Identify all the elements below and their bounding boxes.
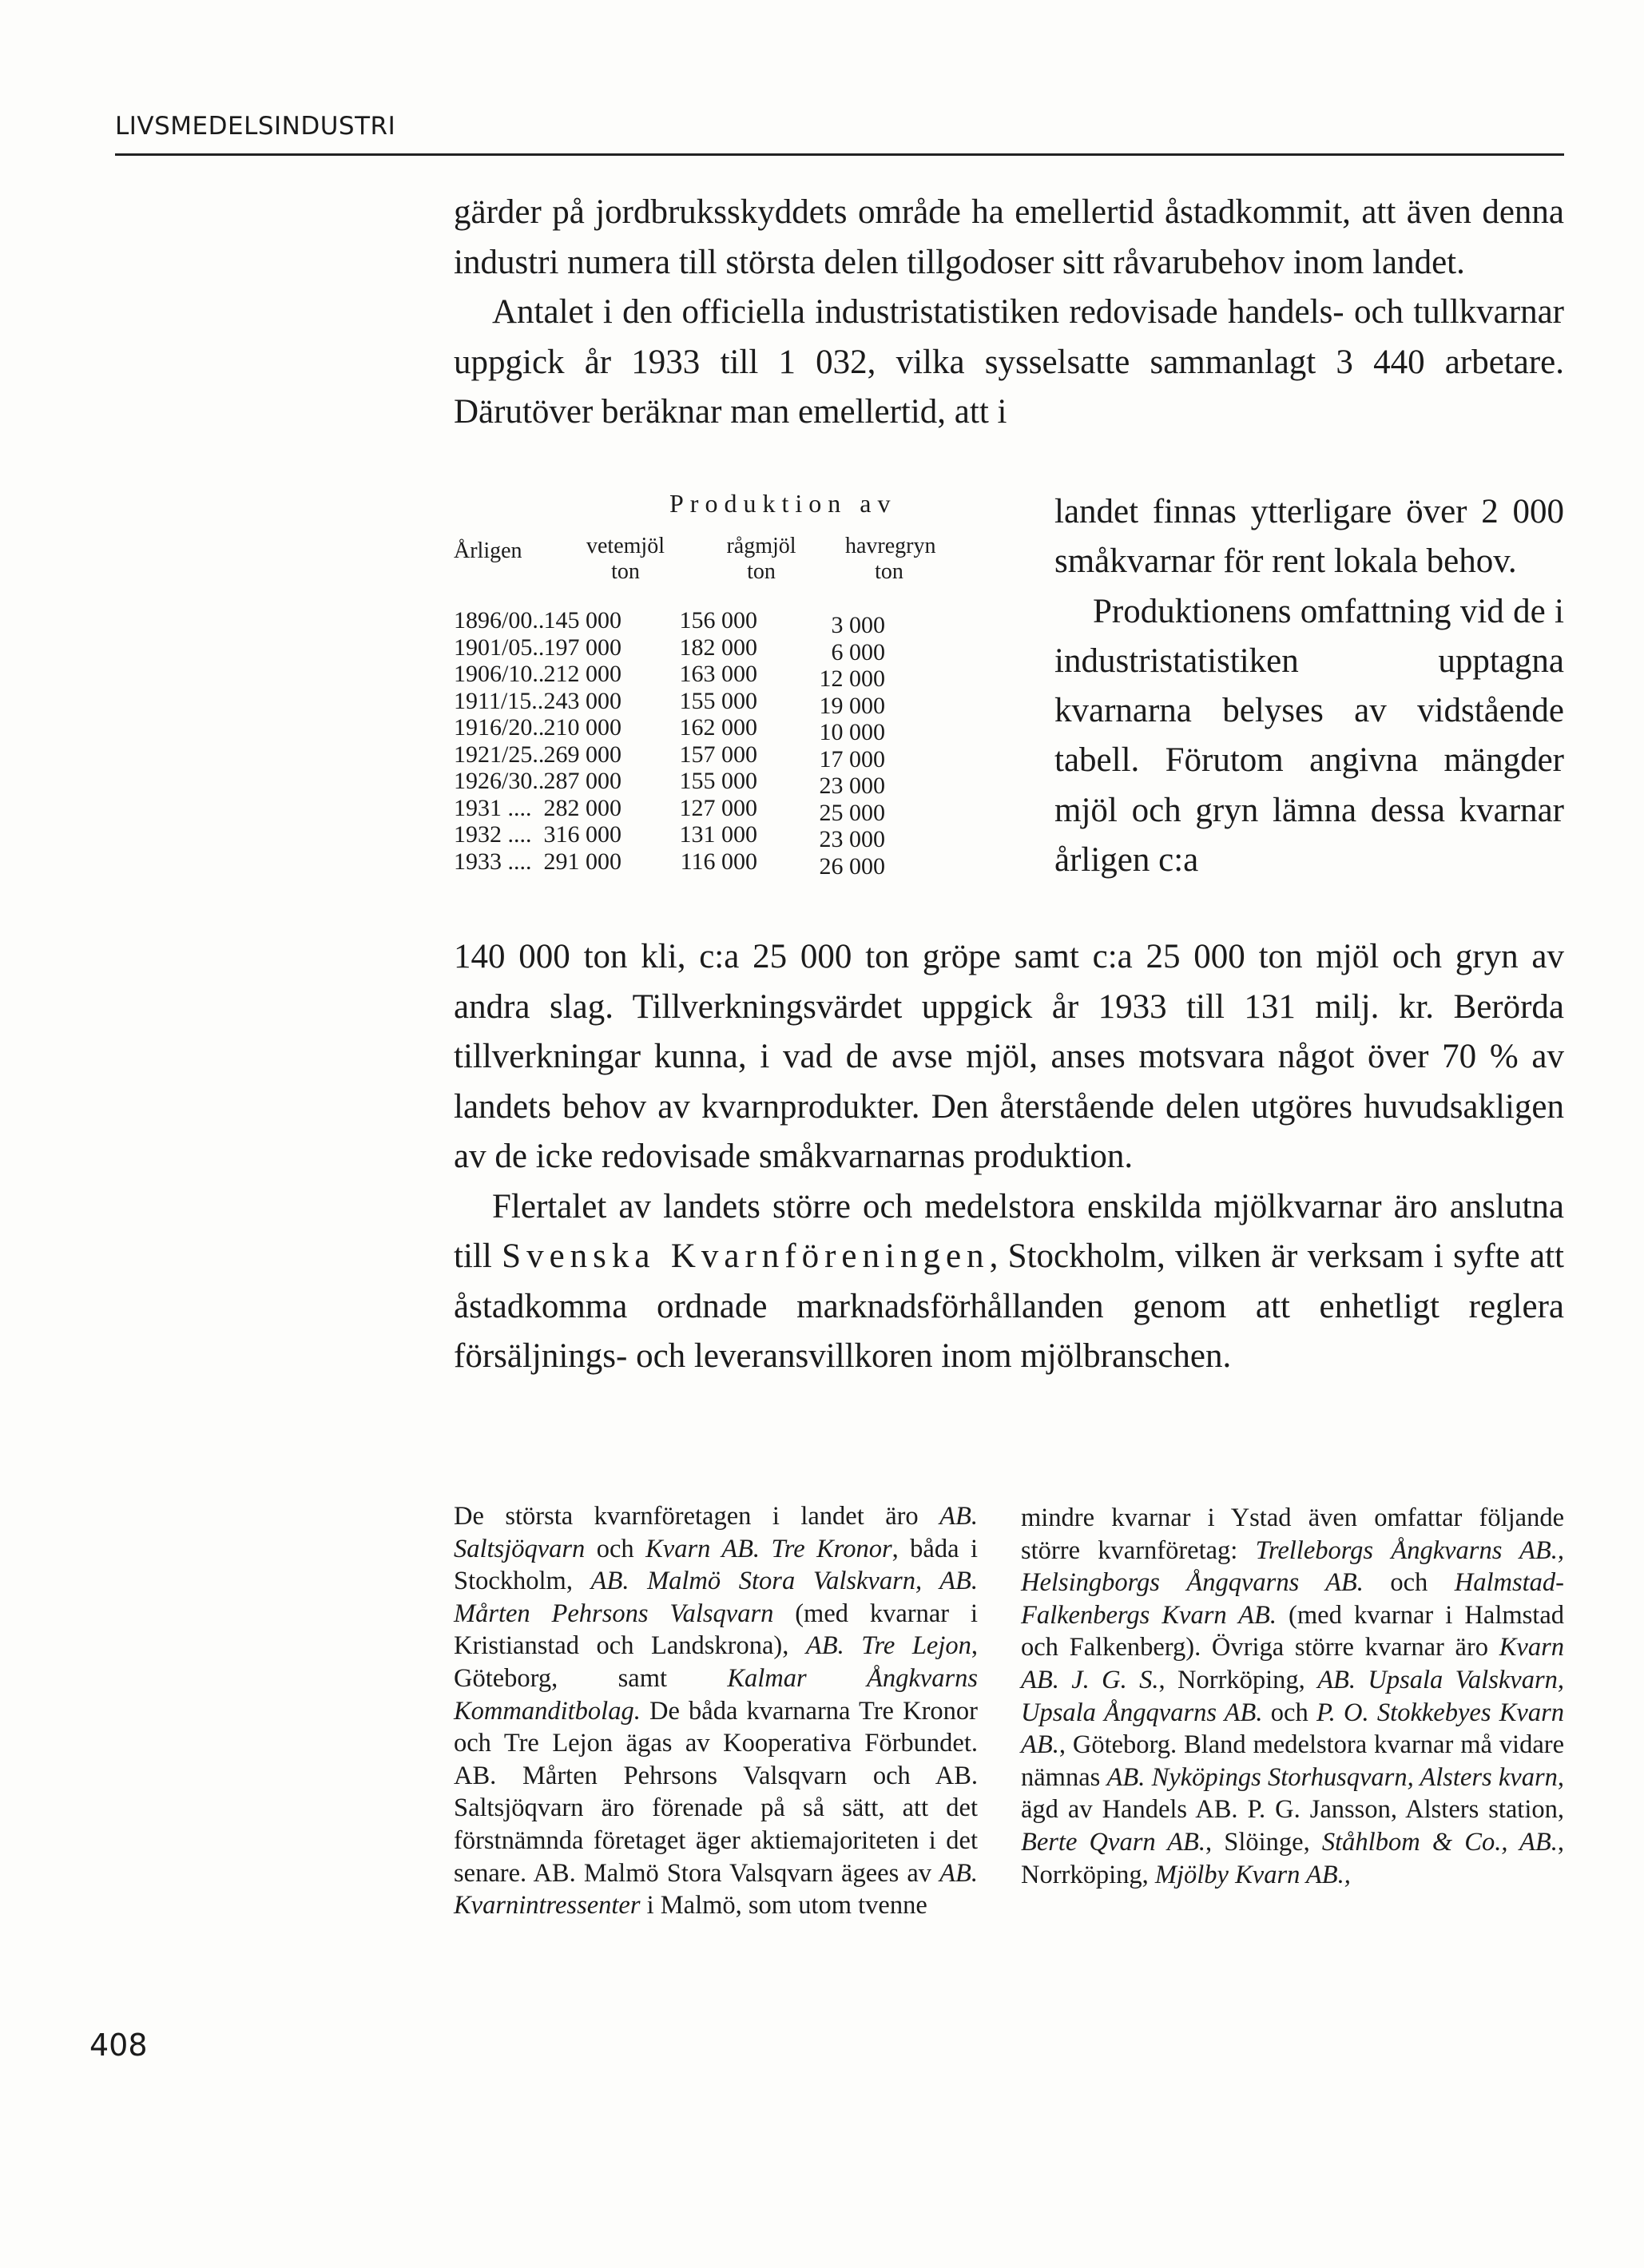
column-name: rågmjöl [726, 534, 796, 558]
table-cell: 127 000 [679, 794, 757, 821]
column-unit: ton [875, 559, 903, 584]
paragraph: 140 000 ton kli, c:a 25 000 ton gröpe samt c:a 25 000 ton mjöl och gryn av andra slag. Tillverkningsvärdet uppgick år 1933 till 131 milj. kr. Berörda tillverkningar kunna, i vad de avse mjöl, anses motsvara något över 70 % av landets behov av kvarnprodukter. Den återstående delen utgöres huvudsakligen av de icke redovisade småkvarnarnas produktion. [454, 938, 1564, 1175]
table-cell: 282 000 [543, 794, 621, 821]
table-year-cell: 1931 .... [454, 794, 532, 821]
company-name: Kvarn AB. Tre Kronor [645, 1534, 892, 1563]
table-cell: 19 000 [819, 692, 885, 719]
table-cell: 163 000 [679, 661, 757, 687]
text-run: och [585, 1534, 646, 1563]
table-cell: 157 000 [679, 741, 757, 768]
body-text [454, 932, 1564, 1382]
table-caption: Produktion av [669, 489, 897, 518]
column-unit: ton [611, 559, 640, 584]
table-year-cell: 1926/30.. [454, 768, 545, 794]
table-year-cell: 1921/25.. [454, 741, 545, 768]
table-year-cell: 1916/20.. [454, 714, 545, 741]
table-cell: 26 000 [819, 852, 885, 880]
text-run: , Slöinge, [1205, 1827, 1322, 1857]
text-run: , Göteborg. Bland medelstora kvarnar må vidare nämnas [1021, 1730, 1564, 1792]
text-run: Flertalet av landets större och medelstora enskilda mjölkvarnar äro anslutna till [454, 1187, 1564, 1275]
table-cell: 25 000 [819, 799, 885, 826]
company-name: AB. Tre Lejon [805, 1631, 971, 1661]
company-name: AB. Kvarnintressenter [454, 1858, 978, 1920]
column-unit: ton [747, 559, 776, 584]
paragraph: Produktionens omfattning vid de i industristatistiken upptagna kvarnarna belyses av vidstående tabell. Förutom angivna mängder mjöl och gryn lämna dessa kvarnar årligen c:a [1054, 592, 1564, 880]
table-cell: 162 000 [679, 714, 757, 741]
header-rule [115, 153, 1564, 156]
text-run: , Norrköping, [1021, 1827, 1564, 1889]
footnote-paragraph [454, 1500, 978, 1922]
company-name: Kalmar Ångkvarns Kommanditbolag. [454, 1663, 978, 1726]
table-year-cell: 1896/00.. [454, 607, 545, 634]
table-year-cell: 1911/15.. [454, 687, 544, 714]
column-header [717, 534, 805, 585]
table-cell: 156 000 [679, 607, 757, 634]
paragraph: gärder på jordbruksskyddets område ha emellertid åstadkommit, att även denna industri numera till största delen tillgodoser sitt råvarubehov inom landet. [454, 193, 1564, 281]
company-name: Mjölby Kvarn AB., [1154, 1860, 1351, 1889]
table-cell: 210 000 [543, 714, 621, 741]
table-cell: 3 000 [831, 612, 885, 638]
company-name: Kvarn AB. J. G. S. [1021, 1633, 1564, 1694]
table-cell: 23 000 [819, 773, 885, 799]
paragraph: landet finnas ytterligare över 2 000 småkvarnar för rent lokala behov. [1054, 493, 1564, 581]
table-year-cell: 1901/05.. [454, 634, 545, 661]
table-cell: 316 000 [543, 821, 621, 848]
text-run: i Malmö, som utom tvenne [640, 1891, 927, 1920]
company-name: Berte Qvarn AB. [1021, 1827, 1205, 1857]
table-cell: 116 000 [680, 848, 757, 875]
text-run: och [1363, 1568, 1455, 1598]
text-run: mindre kvarnar i Ystad även omfattar följande större kvarnföretag: [1021, 1503, 1564, 1565]
text-run: (med kvarnar i Halmstad och Falkenberg). Övriga större kvarnar äro [1021, 1600, 1564, 1662]
table-cell: 291 000 [543, 848, 621, 875]
text-run: , Norrköping, [1158, 1665, 1318, 1694]
table-cell: 155 000 [679, 768, 757, 794]
text-run: , ägd av Handels AB. P. G. Jansson, Alsters station, [1021, 1762, 1564, 1825]
text-run: , Göteborg, samt [454, 1631, 978, 1693]
table-cell: 287 000 [543, 768, 621, 794]
footnote-right [1021, 1502, 1564, 1891]
association-name: Svenska Kvarnföreningen [502, 1237, 990, 1275]
table-cell: 10 000 [819, 719, 885, 745]
intro-text [454, 188, 1564, 438]
column-name: vetemjöl [586, 534, 665, 558]
table-year-cell: 1932 .... [454, 821, 532, 848]
table-cell: 197 000 [543, 634, 621, 661]
text-run: och [1262, 1698, 1316, 1727]
table-cell: 12 000 [819, 665, 885, 692]
company-name: AB. Upsala Valskvarn, Upsala Ångqvarns AB. [1021, 1665, 1564, 1727]
table-cell: 243 000 [543, 687, 621, 714]
table-year-cell: 1906/10.. [454, 661, 545, 687]
table-cell: 182 000 [679, 634, 757, 661]
table-cell: 269 000 [543, 741, 621, 768]
column-header [582, 534, 669, 585]
text-run: De största kvarnföretagen i landet äro [454, 1502, 940, 1531]
text-run: (med kvarnar i Kristianstad och Landskrona), [454, 1599, 978, 1661]
company-name: AB. Nyköpings Storhusqvarn, Alsters kvarn [1106, 1762, 1558, 1792]
footnote-left [454, 1500, 978, 1922]
text-run: , båda i Stockholm, [454, 1534, 978, 1596]
table-cell: 155 000 [679, 687, 757, 714]
table-year-cell: 1933 .... [454, 848, 532, 875]
wrap-text [1054, 487, 1564, 885]
column-header [845, 534, 936, 585]
running-head: LIVSMEDELSINDUSTRI [115, 112, 396, 141]
company-name: AB. Malmö Stora Valskvarn, AB. Mårten Pehrsons Valsqvarn [454, 1567, 979, 1628]
text-run: De båda kvarnarna Tre Kronor och Tre Lejon ägas av Kooperativa Förbundet. AB. Mårten Pehrsons Valsqvarn och AB. Saltsjöqvarn äro förenade på så sätt, att det förstnämnda företaget äger aktiemajoriteten i det senare. AB. Malmö Stora Valsqvarn ägees av [454, 1696, 978, 1888]
company-name: Halmstad-Falkenbergs Kvarn AB. [1021, 1568, 1564, 1630]
column-name: havregryn [845, 534, 936, 558]
company-name: Trelleborgs Ångkvarns AB., Helsingborgs Ångqvarns AB. [1021, 1535, 1564, 1598]
company-name: AB. Saltsjöqvarn [454, 1502, 978, 1563]
page-number: 408 [89, 2028, 148, 2063]
footnote-paragraph [1021, 1502, 1564, 1891]
table-cell: 212 000 [543, 661, 621, 687]
company-name: Ståhlbom & Co., AB. [1321, 1827, 1558, 1857]
table-cell: 131 000 [679, 821, 757, 848]
company-name: P. O. Stokkebyes Kvarn AB. [1021, 1698, 1565, 1760]
paragraph [454, 1182, 1564, 1382]
table-cell: 145 000 [543, 607, 621, 634]
table-row-header: Årligen [454, 538, 522, 563]
table-cell: 23 000 [819, 826, 885, 852]
table-cell: 6 000 [831, 638, 885, 665]
text-run: , Stockholm, vilken är verksam i syfte att åstadkomma ordnade marknadsförhållanden genom att enhetligt reglera försäljnings- och leveransvillkoren inom mjölbranschen. [454, 1237, 1564, 1375]
paragraph: Antalet i den officiella industristatistiken redovisade handels- och tullkvarnar uppgick år 1933 till 1 032, vilka sysselsatte sammanlagt 3 440 arbetare. Därutöver beräknar man emellertid, att i [454, 293, 1564, 431]
table-cell: 17 000 [819, 745, 885, 773]
